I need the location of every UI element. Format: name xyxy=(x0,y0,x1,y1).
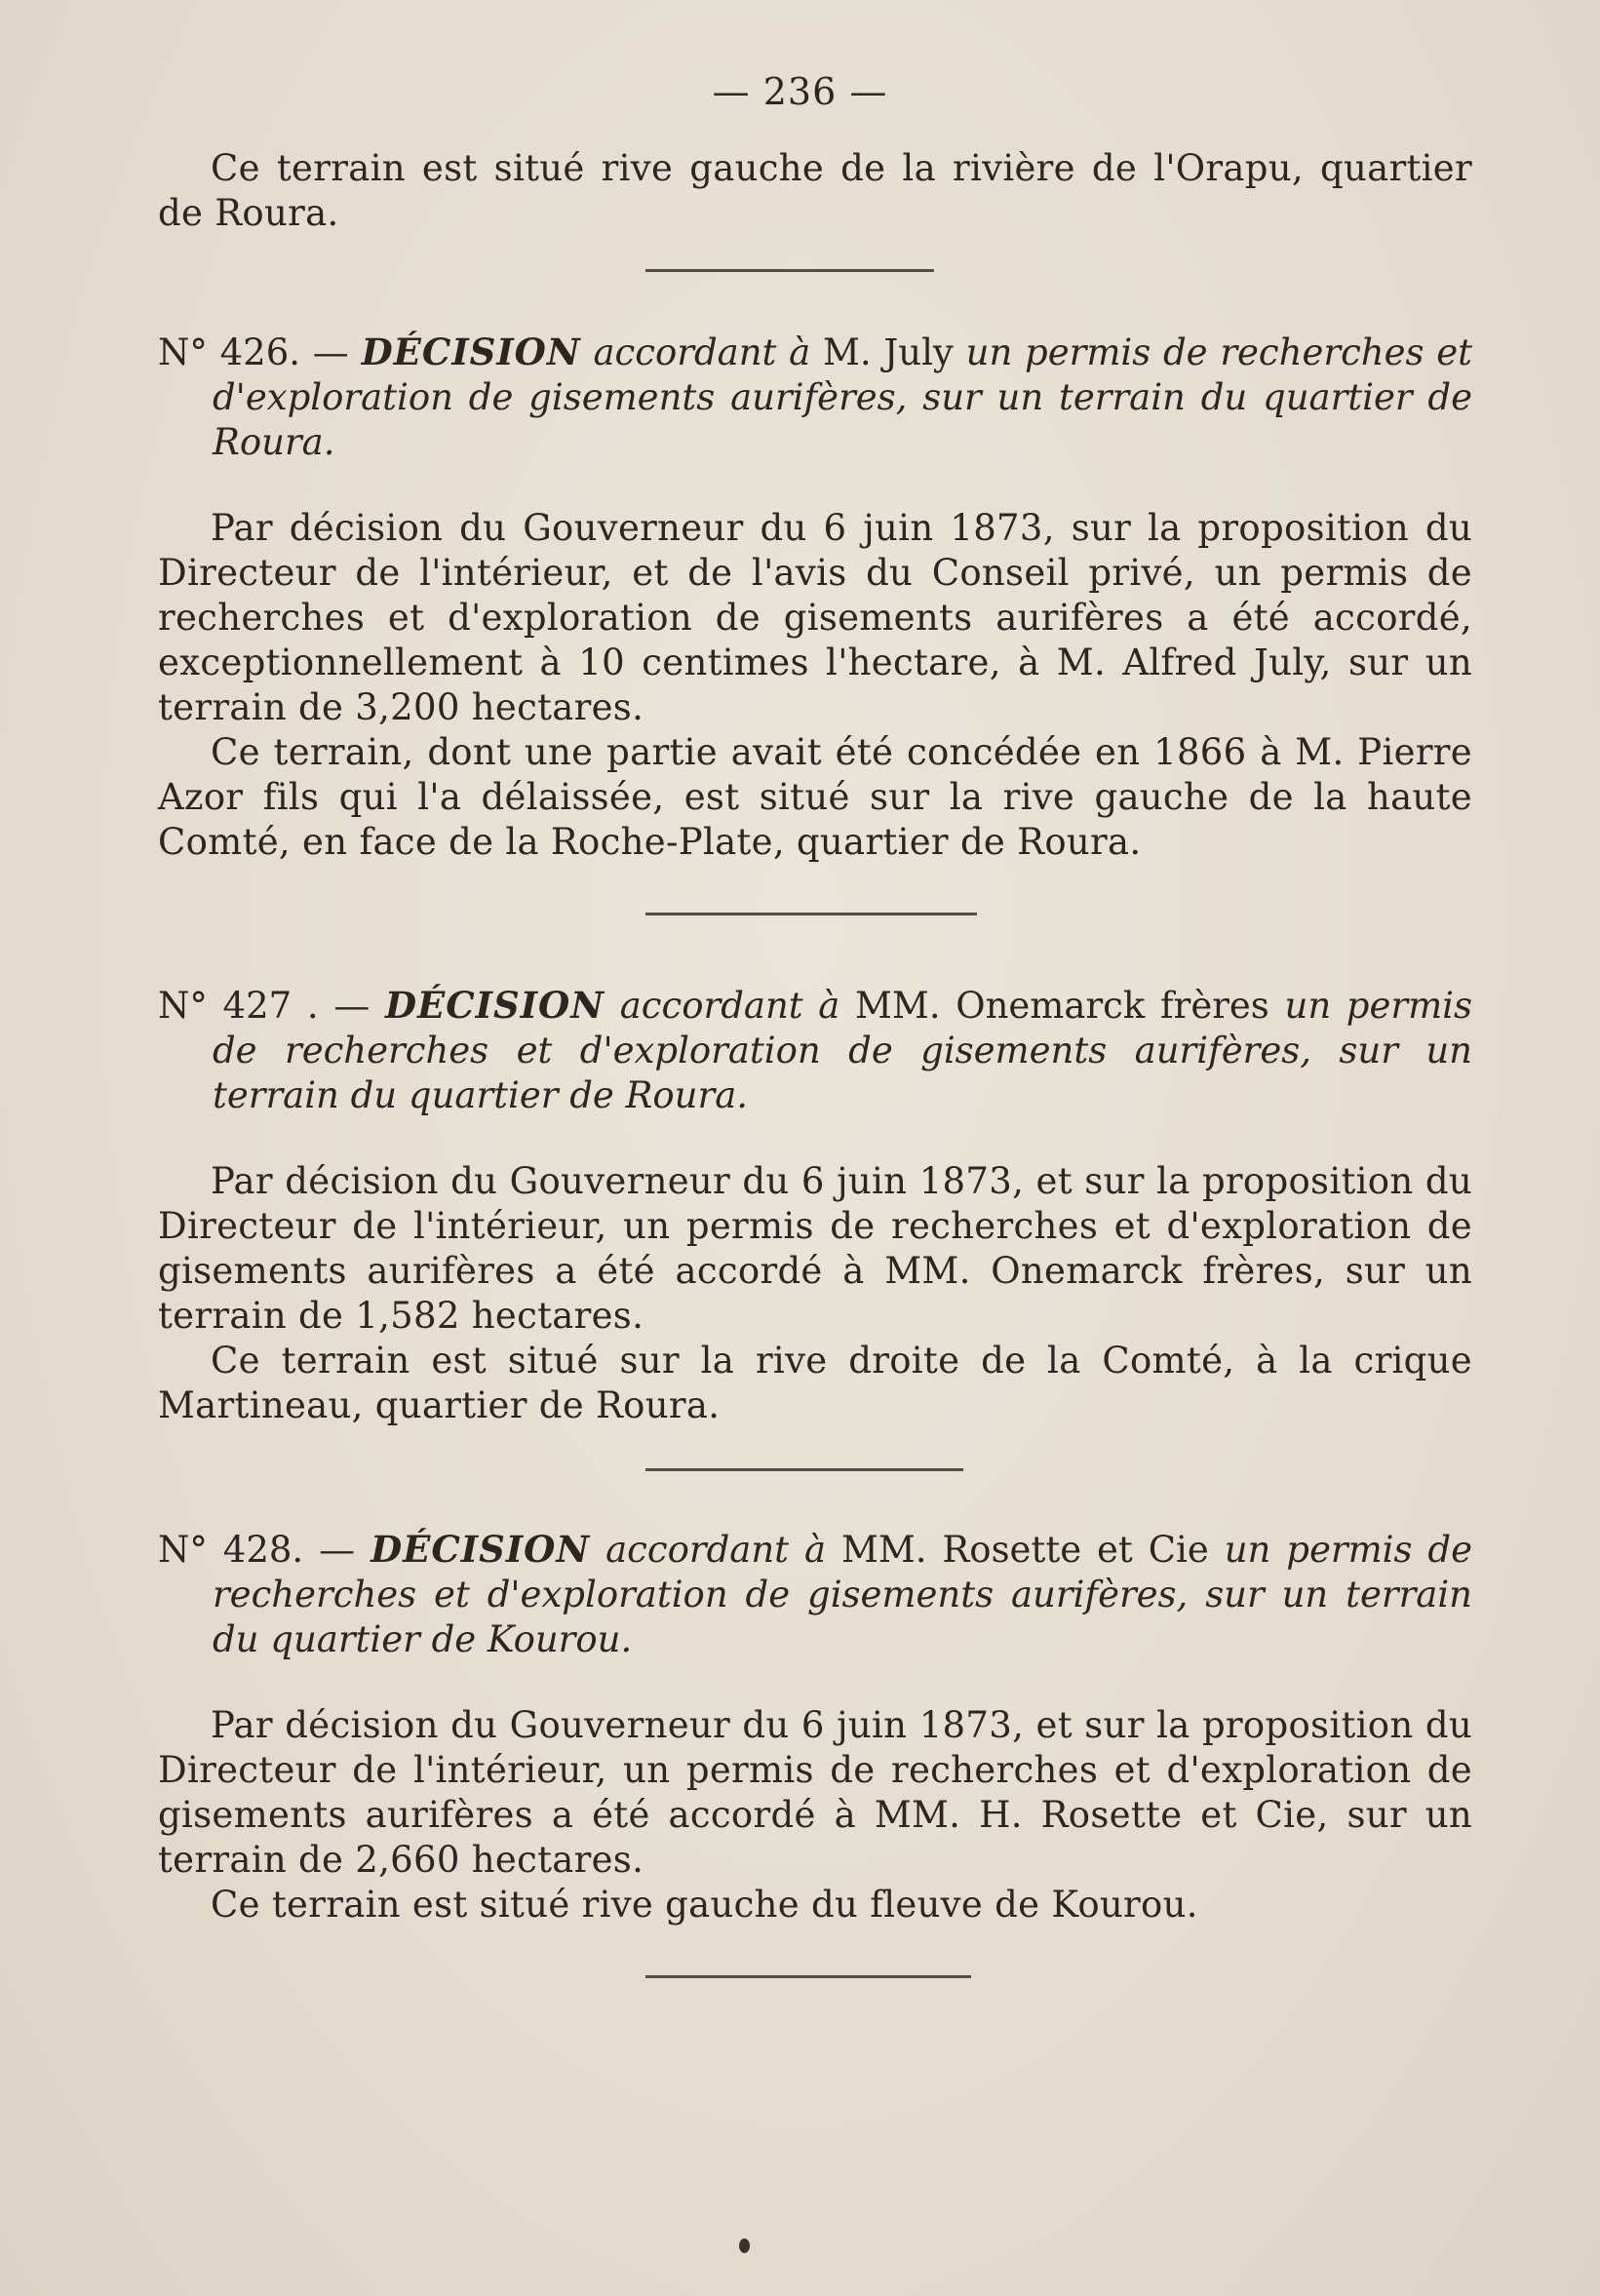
entry-426 xyxy=(158,330,1472,865)
heading-description: un permis de recherches et d'exploration de gisements aurifères, sur un terrain du quartier de Roura. xyxy=(213,985,1472,1116)
recipient-name: MM. Rosette et Cie xyxy=(840,1529,1209,1571)
entry-number: N° 427 . — xyxy=(158,985,371,1027)
heading-accordant: accordant à xyxy=(593,331,811,373)
page-number: — 236 — xyxy=(712,70,888,113)
entry-heading xyxy=(158,983,1472,1118)
entry-paragraph: Par décision du Gouverneur du 6 juin 1873, et sur la proposition du Directeur de l'intérieur, un permis de recherches et d'exploration de gisements aurifères a été accordé à MM. Onemarck frères, sur un terrain de 1,582 hectares. xyxy=(158,1160,1472,1337)
decision-label: DÉCISION xyxy=(384,984,605,1027)
separator-rule xyxy=(645,269,934,272)
intro-block xyxy=(158,146,1472,236)
heading-accordant: accordant à xyxy=(605,1529,827,1571)
intro-paragraph: Ce terrain est situé rive gauche de la rivière de l'Orapu, quartier de Roura. xyxy=(158,147,1472,234)
entry-paragraph: Ce terrain, dont une partie avait été concédée en 1866 à M. Pierre Azor fils qui l'a délaissée, est situé sur la rive gauche de la haute Comté, en face de la Roche-Plate, quartier de Roura. xyxy=(158,731,1472,863)
entry-paragraph: Par décision du Gouverneur du 6 juin 1873, et sur la proposition du Directeur de l'intérieur, un permis de recherches et d'exploration de gisements aurifères a été accordé à MM. H. Rosette et Cie, sur un terrain de 2,660 hectares. xyxy=(158,1704,1472,1881)
entry-heading xyxy=(158,1527,1472,1662)
heading-accordant: accordant à xyxy=(619,985,840,1027)
heading-description: un permis de recherches et d'exploration de gisements aurifères, sur un terrain du quartier de Kourou. xyxy=(213,1529,1472,1660)
entry-paragraph: Par décision du Gouverneur du 6 juin 1873, sur la proposition du Directeur de l'intérieur, et de l'avis du Conseil privé, un permis de recherches et d'exploration de gisements aurifères a été accordé, exceptionnellement à 10 centimes l'hectare, à M. Alfred July, sur un terrain de 3,200 hectares. xyxy=(158,507,1472,728)
entry-heading xyxy=(158,330,1472,465)
separator-rule xyxy=(645,913,977,915)
recipient-name: M. July xyxy=(823,331,954,373)
separator-rule xyxy=(645,1468,963,1471)
entry-428 xyxy=(158,1527,1472,1927)
ink-spot xyxy=(739,2238,750,2253)
separator-rule xyxy=(645,1975,971,1978)
entry-paragraph: Ce terrain est situé sur la rive droite de la Comté, à la crique Martineau, quartier de Roura. xyxy=(158,1340,1472,1426)
entry-number: N° 428. — xyxy=(158,1529,356,1571)
heading-description: un permis de recherches et d'exploration de gisements aurifères, sur un terrain du quartier de Roura. xyxy=(213,331,1473,463)
entry-number: N° 426. — xyxy=(158,331,349,373)
decision-label: DÉCISION xyxy=(361,331,581,373)
recipient-name: MM. Onemarck frères xyxy=(855,985,1269,1027)
entry-427 xyxy=(158,983,1472,1428)
entry-paragraph: Ce terrain est situé rive gauche du fleuve de Kourou. xyxy=(211,1884,1198,1926)
decision-label: DÉCISION xyxy=(371,1528,591,1571)
